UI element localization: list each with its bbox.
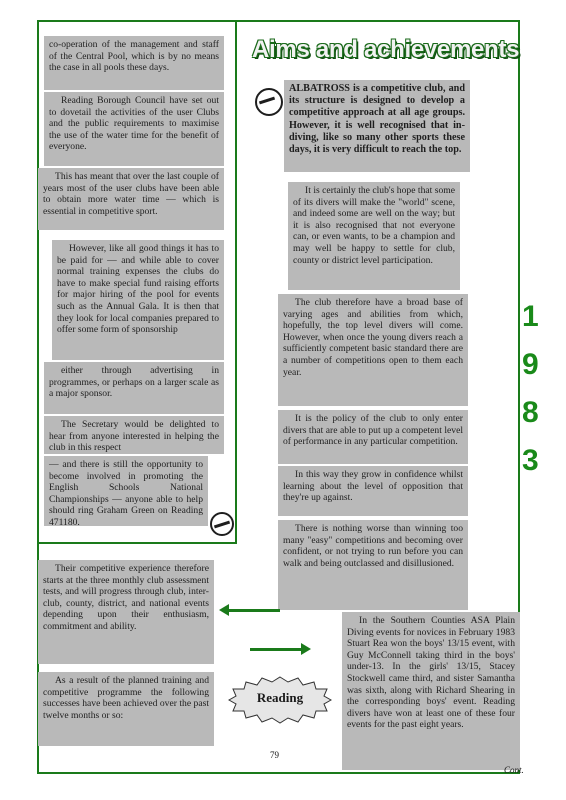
right-clip-7-text: In the Southern Counties ASA Plain Diving events for novices in February 1983 Stuart Rea won the boys' 13/15 event, with Guy McConnell taking third in the boys' under-13. In the girls' 13/15, Stacey Stockwell came third, and sister Samantha was sixth, along with Richard Shearing in the corresponding boys' event. Reading divers have won at least one of these four events for the past eight years.	[347, 615, 515, 731]
right-clip-6-text: There is nothing worse than winning too many "easy" competitions and becoming over confident, or not trying to run before you can walk and being outclassed and disillusioned.	[283, 523, 463, 569]
right-clip-5-text: In this way they grow in confidence whilst learning about the level of opposition that they're up against.	[283, 469, 463, 504]
starburst-label: Reading	[256, 690, 304, 705]
left-clip-8-text: Their competitive experience therefore starts at the three monthly club assessment tests, and will progress through club, inter-club, county, district, and national events depending upon their enthusiasm, commitment and ability.	[43, 563, 209, 632]
right-clip-2-text: It is certainly the club's hope that some of its divers will make the "world" scene, and indeed some are well on the way; but it is also recognised that not everyone can, or even wants, to be a champion and may well be happy to settle for club, county or district level participation.	[293, 185, 455, 266]
left-clip-4	[52, 240, 224, 360]
left-clip-8	[38, 560, 214, 664]
left-clip-2-text: Reading Borough Council have set out to dovetail the activities of the user Clubs and the public requirements to maximise the use of the water time for the benefit of everyone.	[49, 95, 219, 153]
right-clip-3	[278, 294, 468, 406]
right-clip-7	[342, 612, 520, 770]
right-clip-4	[278, 410, 468, 464]
right-clip-5	[278, 466, 468, 516]
right-clip-intro	[284, 80, 470, 172]
left-clip-7	[44, 456, 208, 526]
left-clip-3-text: This has meant that over the last couple of years most of the user clubs have been able to obtain more water time — which is essential in competitive sport.	[43, 171, 219, 217]
left-clip-6	[44, 416, 224, 454]
right-clip-2	[288, 182, 460, 290]
right-clip-4-text: It is the policy of the club to only enter divers that are able to put up a competent level of performance in any particular competition.	[283, 413, 463, 448]
left-clip-4-text: However, like all good things it has to be paid for — and while able to cover normal training expenses the clubs do have to make special fund raising efforts for major hiring of the pool for events such as the Annual Gala. It is then that they look for local companies prepared to offer some form of sponsorship	[57, 243, 219, 336]
right-clip-3-text: The club therefore have a broad base of varying ages and abilities from which, hopefully, the top level divers will come. However, when once the young divers reach a sufficiently competent basic standard there are a number of competitions open to them each year.	[283, 297, 463, 378]
page-number: 79	[270, 750, 279, 760]
right-clip-6	[278, 520, 468, 610]
left-clip-3	[38, 168, 224, 230]
continued-note: Cont.	[504, 765, 524, 775]
left-clip-2	[44, 92, 224, 166]
year-digit: 3	[522, 444, 539, 477]
right-clip-intro-text: ALBATROSS is a competitive club, and its structure is designed to develop a competitive approach at all age groups. However, it is well recognised that in-diving, like so many other sports these days, it is very difficult to reach the top.	[289, 83, 465, 156]
page-title: Aims and achievements	[252, 36, 520, 63]
year-digit: 9	[522, 348, 539, 381]
left-clip-1	[44, 36, 224, 90]
left-clip-1-text: co-operation of the management and staff of the Central Pool, which is by no means the case in all pools these days.	[49, 39, 219, 74]
left-clip-7-text: — and there is still the opportunity to become involved in promoting the English Schools National Championships — anyone able to help should ring Graham Green on Reading 471180.	[49, 459, 203, 526]
left-clip-5	[44, 362, 224, 414]
arrow-left-icon	[228, 609, 280, 612]
albatross-logo-icon	[255, 88, 283, 116]
albatross-logo-icon	[210, 512, 234, 536]
year-digit: 1	[522, 300, 539, 333]
year-digit: 8	[522, 396, 539, 429]
left-clip-9-text: As a result of the planned training and competitive programme the following successes have been achieved over the past twelve months or so:	[43, 675, 209, 721]
left-clip-5-text: either through advertising in programmes, or perhaps on a larger scale as a major sponsor.	[49, 365, 219, 400]
left-clip-6-text: The Secretary would be delighted to hear from anyone interested in helping the club in this respect	[49, 419, 219, 454]
left-clip-9	[38, 672, 214, 746]
arrow-right-icon	[250, 648, 302, 651]
